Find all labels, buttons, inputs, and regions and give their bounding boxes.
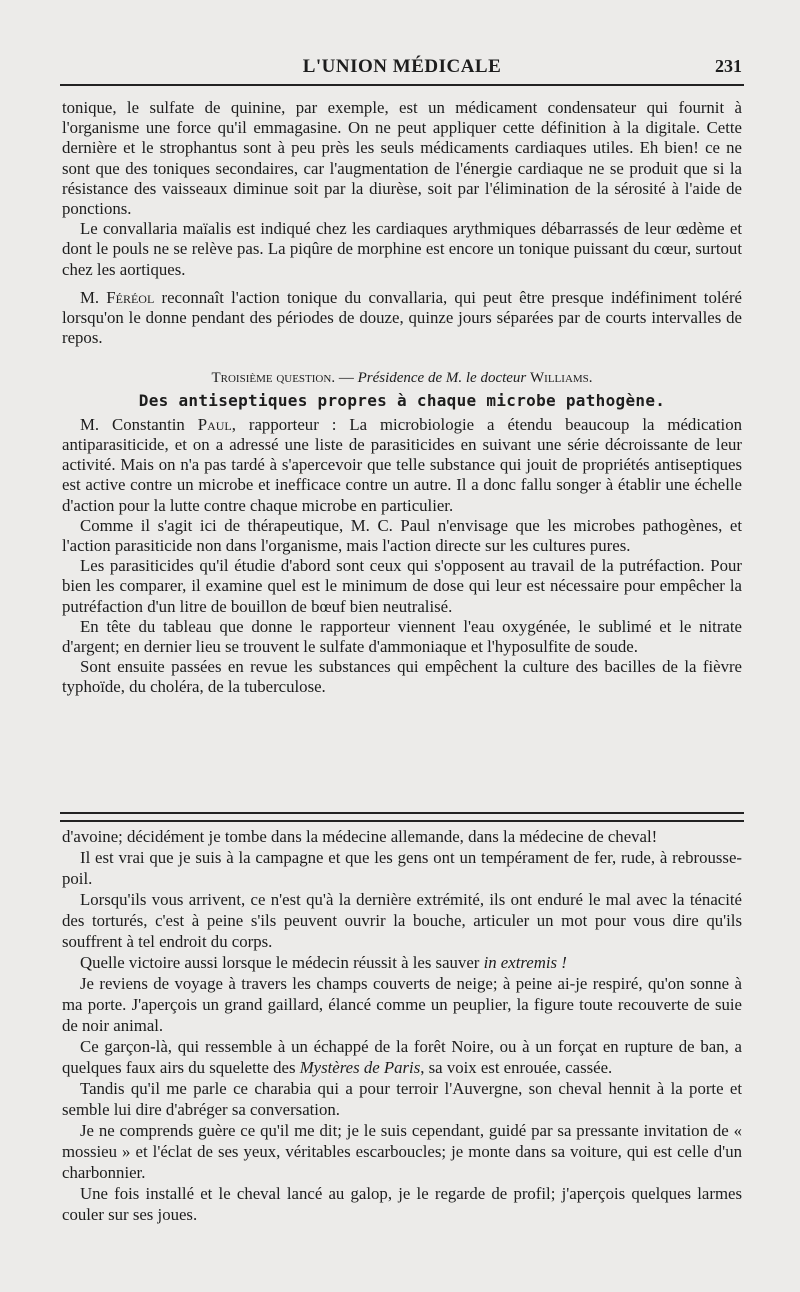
paragraph: Lorsqu'ils vous arrivent, ce n'est qu'à la dernière extrémité, ils ont enduré le mal avec la ténacité des torturés, c'est à peine s'ils peuvent ouvrir la bouche, articuler un mot pour vous dire qu'ils souffrent à tel endroit du corps.: [62, 890, 742, 951]
journal-title: L'UNION MÉDICALE: [302, 56, 502, 77]
paragraph: Sont ensuite passées en revue les substances qui empêchent la culture des bacilles de la fièvre typhoïde, du choléra, de la tuberculose.: [62, 657, 742, 697]
header-rule: [60, 84, 744, 86]
section-title: Des antiseptiques propres à chaque microbe pathogène.: [138, 390, 666, 410]
running-header: [62, 48, 742, 82]
paragraph: Comme il s'agit ici de thérapeutique, M. C. Paul n'envisage que les microbes pathogènes, et l'action parasiticide non dans l'organisme, mais l'action directe sur les cultures pures.: [62, 515, 742, 556]
paragraph: Les parasiticides qu'il étudie d'abord sont ceux qui s'opposent au travail de la putréfaction. Pour bien les comparer, il examine quel est le minimum de dose qui leur est nécessaire pour empêcher la putréfaction d'un litre de bouillon de bœuf bien neutralisé.: [62, 556, 742, 616]
president-name: Williams.: [530, 370, 593, 387]
paragraph: Tandis qu'il me parle ce charabia qui a pour terroir l'Auvergne, son cheval hennit à la porte et semble lui dire d'abréger sa conversation.: [62, 1079, 742, 1119]
paragraph: Il est vrai que je suis à la campagne et que les gens ont un tempérament de fer, rude, à rebrousse-poil.: [62, 848, 742, 888]
paragraph: Ce garçon-là, qui ressemble à un échappé de la forêt Noire, ou à un forçat en rupture de ban, a quelques faux airs du squelette des Mystères de Paris, sa voix est enrouée, cassée.: [62, 1037, 742, 1077]
paragraph: Je ne comprends guère ce qu'il me dit; je le suis cependant, guidé par sa pressante invitation de « mossieu » et l'éclat de ses yeux, véritables escarboucles; je monte dans sa voiture, qui est celle d'un charbonnier.: [62, 1121, 742, 1182]
page-number: 231: [715, 56, 742, 76]
paragraph: Une fois installé et le cheval lancé au galop, je le regarde de profil; j'aperçois quelques larmes couler sur ses joues.: [62, 1184, 742, 1224]
paragraph: En tête du tableau que donne le rapporteur viennent l'eau oxygénée, le sublimé et le nitrate d'argent; en dernier lieu se trouvent le sulfate d'ammoniaque et l'hyposulfite de soude.: [62, 616, 742, 657]
speaker-name: M. Féréol: [80, 287, 155, 307]
paragraph: tonique, le sulfate de quinine, par exemple, est un médicament condensateur qui fournit à l'organisme une force qu'il emmagasine. On ne peut appliquer cette définition à la digitale. Cette dernière et le strophantus sont à peu près les seuls médicaments cardiaques utiles. Eh bien! ce ne sont que des toniques secondaires, car l'augmentation de l'énergie cardiaque ne se produit que si la résistance des vaisseaux diminue soit par la diurèse, soit par l'élimination de la sérosité à l'aide de ponctions.: [62, 98, 742, 219]
paragraph: Le convallaria maïalis est indiqué chez les cardiaques arythmiques débarrassés de leur œdème et dont le pouls ne se relève pas. La piqûre de morphine est encore un tonique puissant du cœur, surtout chez les aortiques.: [62, 219, 742, 279]
main-article: [62, 98, 742, 698]
rapporteur-name: Paul: [197, 414, 232, 434]
presidence-text: Présidence de M. le docteur: [357, 370, 527, 387]
paragraph: Je reviens de voyage à travers les champs couverts de neige; à peine ai-je respiré, qu'on sonne à ma porte. J'aperçois un grand gaillard, élancé comme un peuplier, la figure toute recouverte de suie de noir animal.: [62, 974, 742, 1035]
feuilleton-separator: [60, 812, 744, 822]
paragraph-text: reconnaît l'action tonique du convallaria, qui peut être presque indéfiniment toléré lorsqu'on le donne pendant des périodes de douze, quinze jours séparées par de courts intervalles de repos.: [62, 287, 743, 348]
question-label: Troisième question.: [211, 370, 336, 387]
paragraph: Quelle victoire aussi lorsque le médecin réussit à les sauver in extremis !: [80, 953, 567, 972]
question-heading: Troisième question. — Présidence de M. le docteur Williams.: [211, 370, 593, 387]
paragraph: M. Constantin Paul, rapporteur : La microbiologie a étendu beaucoup la médication antiparasiticide, et on a adressé une liste de parasiticides en suivant une série décroissante de leur activité. Mais on n'a pas tardé à s'apercevoir que telle substance qui jouit de propriétés antiseptiques est active contre un microbe et inefficace contre un autre. Il a donc fallu songer à établir une échelle d'action pour la lutte contre chaque microbe en particulier.: [62, 414, 742, 515]
paragraph: [62, 288, 742, 349]
feuilleton: [62, 826, 742, 1225]
paragraph: d'avoine; décidément je tombe dans la médecine allemande, dans la médecine de cheval!: [62, 827, 658, 846]
